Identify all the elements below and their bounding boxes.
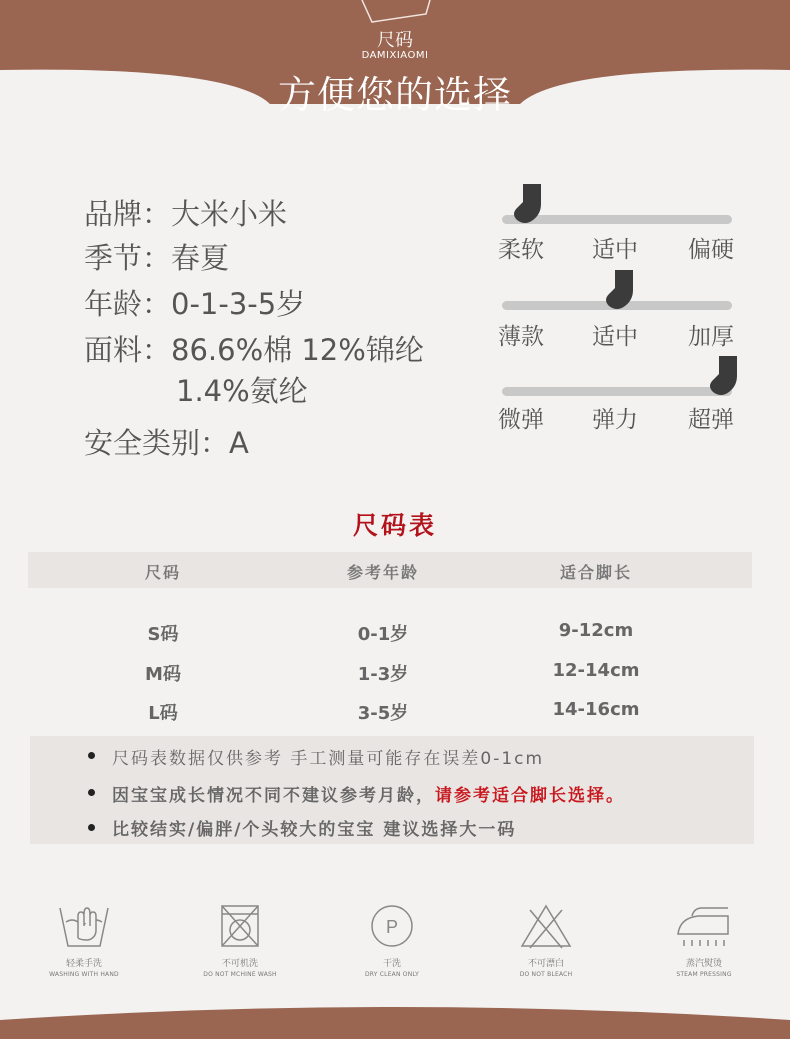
safety-value: A xyxy=(229,426,249,460)
age-row xyxy=(84,282,305,323)
elasticity-left: 微弹 xyxy=(498,407,544,433)
age-label: 年龄： xyxy=(84,287,172,321)
safety-label: 安全类别： xyxy=(84,426,230,460)
elasticity-mid: 弹力 xyxy=(592,407,638,433)
fabric-value: 86.6%棉 12%锦纶 xyxy=(171,333,424,367)
dry-clean-icon xyxy=(364,900,420,952)
sock-icon xyxy=(703,354,751,398)
bullet-icon xyxy=(88,824,95,831)
season-row xyxy=(84,236,229,277)
fabric-row xyxy=(84,328,424,369)
age-cell: 3-5岁 xyxy=(357,703,409,724)
care-steam-iron xyxy=(649,900,759,978)
no-bleach-icon xyxy=(518,900,574,952)
fabric-row-continued xyxy=(176,369,308,410)
care-no-machine-wash-cn: 不可机洗 xyxy=(221,959,258,969)
thickness-left: 薄款 xyxy=(498,324,544,350)
care-hand-wash-en: WASHING WITH HAND xyxy=(49,971,119,978)
softness-left: 柔软 xyxy=(498,237,544,263)
care-no-bleach xyxy=(491,900,601,978)
care-hand-wash-cn: 轻柔手洗 xyxy=(65,959,102,969)
softness-right: 偏硬 xyxy=(688,237,734,263)
bullet-icon xyxy=(88,789,95,796)
season-value: 春夏 xyxy=(171,241,230,275)
elasticity-track xyxy=(502,387,732,396)
care-no-machine-wash-en: DO NOT MCHINE WASH xyxy=(203,971,277,978)
svg-text:P: P xyxy=(385,917,399,937)
col-size: 尺码 xyxy=(144,563,182,582)
care-dry-clean xyxy=(337,900,447,978)
header-brand: DAMIXIAOMI xyxy=(361,50,429,61)
fabric-value-2: 1.4%氨纶 xyxy=(176,374,308,408)
care-steam-iron-en: STEAM PRESSING xyxy=(676,971,732,978)
note-age-text: 因宝宝成长情况不同不建议参考月龄， xyxy=(112,786,435,806)
softness-mid: 适中 xyxy=(592,237,638,263)
col-age: 参考年龄 xyxy=(346,563,420,582)
note-foot-length-advice: 请参考适合脚长选择。 xyxy=(435,786,625,806)
steam-iron-icon xyxy=(672,900,736,952)
care-no-machine-wash xyxy=(185,900,295,978)
note-age xyxy=(112,781,625,806)
fabric-label: 面料： xyxy=(84,333,172,367)
brand-label: 品牌： xyxy=(84,197,172,231)
care-no-bleach-en: DO NOT BLEACH xyxy=(519,971,573,978)
elasticity-right: 超弹 xyxy=(688,407,734,433)
col-foot-length: 适合脚长 xyxy=(559,563,633,582)
season-label: 季节： xyxy=(84,241,172,275)
hand-wash-icon xyxy=(56,900,112,952)
no-machine-wash-icon xyxy=(212,900,268,952)
size-cell: M码 xyxy=(145,664,181,685)
sock-icon xyxy=(599,268,647,312)
size-table-header xyxy=(28,552,752,588)
page-title: 方便您的选择 xyxy=(277,73,512,117)
thickness-mid: 适中 xyxy=(592,324,638,350)
care-hand-wash xyxy=(29,900,139,978)
age-cell: 0-1岁 xyxy=(357,624,409,645)
foot-length-cell: 12-14cm xyxy=(552,660,640,681)
footer-banner xyxy=(0,1000,790,1039)
age-value: 0-1-3-5岁 xyxy=(171,287,306,321)
size-table-title: 尺码表 xyxy=(352,511,437,540)
foot-length-cell: 14-16cm xyxy=(552,699,640,720)
sock-icon xyxy=(507,182,555,226)
size-cell: L码 xyxy=(148,703,178,724)
age-cell: 1-3岁 xyxy=(357,664,409,685)
safety-row xyxy=(84,421,249,462)
care-dry-clean-cn: 干洗 xyxy=(382,959,401,969)
care-no-bleach-cn: 不可漂白 xyxy=(527,959,564,969)
care-steam-iron-cn: 蒸汽熨烫 xyxy=(685,959,722,969)
bullet-icon xyxy=(88,752,95,759)
note-measurement: 尺码表数据仅供参考 手工测量可能存在误差0-1cm xyxy=(112,749,545,769)
note-size-up: 比较结实/偏胖/个头较大的宝宝 建议选择大一码 xyxy=(112,820,517,840)
brand-row xyxy=(84,192,287,233)
size-cell: S码 xyxy=(147,624,179,645)
care-dry-clean-en: DRY CLEAN ONLY xyxy=(364,971,420,978)
brand-value: 大米小米 xyxy=(171,197,288,231)
header-badge: 尺码 xyxy=(377,30,413,51)
thickness-right: 加厚 xyxy=(688,324,734,350)
foot-length-cell: 9-12cm xyxy=(558,620,634,641)
